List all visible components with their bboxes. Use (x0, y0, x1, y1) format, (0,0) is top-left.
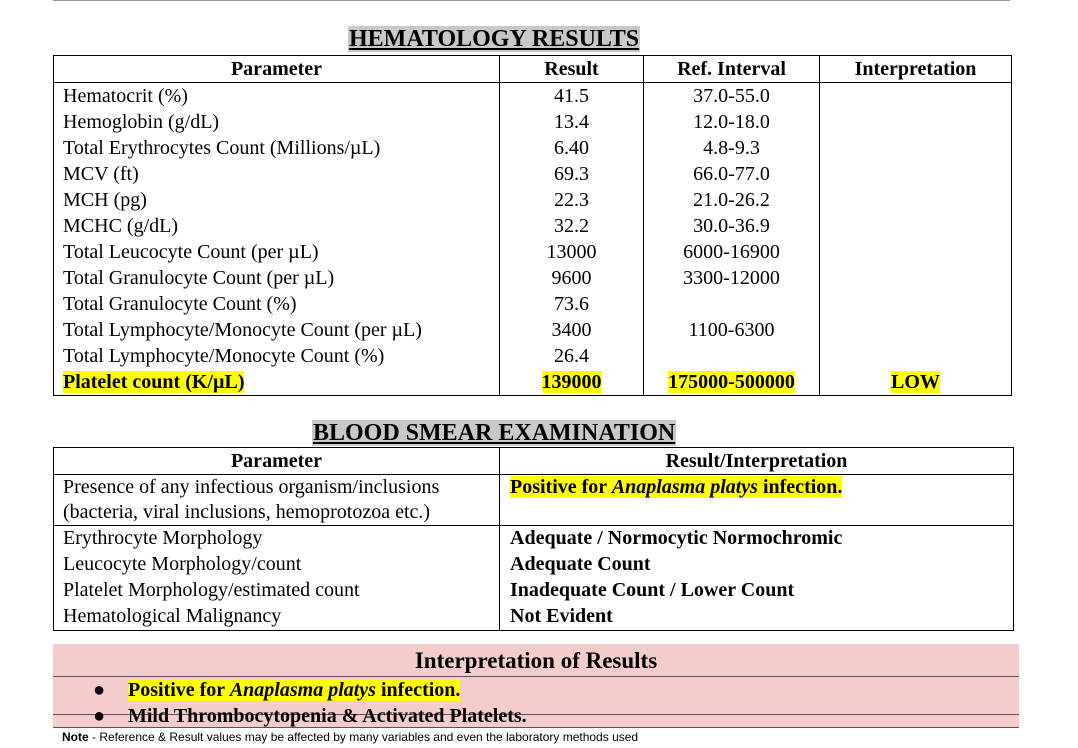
result-cell: Inadequate Count / Lower Count (500, 578, 1014, 604)
interpretation-cell (820, 343, 1012, 369)
divider (53, 676, 1019, 677)
interpretation-title: Interpretation of Results (414, 648, 658, 673)
result-cell: Adequate / Normocytic Normochromic (500, 526, 1014, 553)
interpretation-cell (820, 239, 1012, 265)
result-prefix: Positive for (510, 476, 612, 498)
note-text: - Reference & Result values may be affected by many variables and even the laboratory methods used (88, 730, 639, 744)
parameter-cell: Leucocyte Morphology/count (54, 552, 500, 578)
hematology-table (53, 55, 1012, 396)
highlighted-value: LOW (891, 370, 940, 393)
table-row (54, 213, 1012, 239)
result-cell: 73.6 (500, 291, 644, 317)
table-row (54, 343, 1012, 369)
parameter-cell: MCH (pg) (54, 187, 500, 213)
result-cell: 69.3 (500, 161, 644, 187)
result-suffix: infection. (757, 476, 843, 498)
table-row (54, 161, 1012, 187)
bullet-text (128, 679, 460, 701)
result-cell: 26.4 (500, 343, 644, 369)
ref-interval-cell: 37.0-55.0 (644, 83, 820, 110)
parameter-cell: Total Erythrocytes Count (Millions/µL) (54, 135, 500, 161)
bullet-icon: ● (93, 679, 106, 701)
interpretation-cell (820, 187, 1012, 213)
param-line: Presence of any infectious organism/inclusions (63, 476, 440, 498)
table-row (54, 526, 1014, 553)
top-rule (53, 0, 1010, 1)
col-header-result-interpretation: Result/Interpretation (500, 448, 1014, 475)
table-row (54, 109, 1012, 135)
highlighted-value: Platelet count (K/µL) (63, 370, 245, 393)
smear-title: BLOOD SMEAR EXAMINATION (313, 420, 676, 446)
highlighted-value: 139000 (541, 370, 602, 393)
infectious-result (510, 476, 842, 498)
parameter-cell: Total Lymphocyte/Monocyte Count (%) (54, 343, 500, 369)
table-row (54, 604, 1014, 631)
col-header-interpretation: Interpretation (820, 56, 1012, 83)
table-row (54, 135, 1012, 161)
highlighted-value: 175000-500000 (668, 370, 795, 393)
infectious-result-cell (500, 475, 1014, 526)
result-cell (500, 369, 644, 396)
table-header-row (54, 448, 1014, 475)
parameter-cell: Total Granulocyte Count (%) (54, 291, 500, 317)
parameter-cell: Hematological Malignancy (54, 604, 500, 631)
table-row (54, 291, 1012, 317)
organism-name: Anaplasma platys (229, 679, 376, 701)
interpretation-cell (820, 265, 1012, 291)
parameter-cell: Erythrocyte Morphology (54, 526, 500, 553)
interpretation-bullet (93, 678, 460, 702)
ref-interval-cell (644, 291, 820, 317)
divider (53, 727, 1019, 728)
table-row (54, 265, 1012, 291)
bullet-suffix: infection. (375, 679, 461, 701)
ref-interval-cell: 30.0-36.9 (644, 213, 820, 239)
ref-interval-cell: 4.8-9.3 (644, 135, 820, 161)
table-header-row (54, 56, 1012, 83)
result-cell: 32.2 (500, 213, 644, 239)
note-label: Note (62, 730, 89, 744)
result-cell: Adequate Count (500, 552, 1014, 578)
result-cell: Not Evident (500, 604, 1014, 631)
table-row (54, 187, 1012, 213)
ref-interval-cell (644, 343, 820, 369)
interpretation-cell (820, 135, 1012, 161)
ref-interval-cell: 6000-16900 (644, 239, 820, 265)
col-header-parameter: Parameter (54, 448, 500, 475)
table-row (54, 239, 1012, 265)
parameter-cell: Total Lymphocyte/Monocyte Count (per µL) (54, 317, 500, 343)
interpretation-cell (820, 161, 1012, 187)
table-row (54, 552, 1014, 578)
table-row (54, 317, 1012, 343)
table-row (54, 578, 1014, 604)
infectious-param-cell (54, 475, 500, 526)
ref-interval-cell: 21.0-26.2 (644, 187, 820, 213)
ref-interval-cell: 1100-6300 (644, 317, 820, 343)
parameter-cell: Platelet Morphology/estimated count (54, 578, 500, 604)
result-cell: 22.3 (500, 187, 644, 213)
interpretation-box (53, 644, 1019, 728)
footnote (62, 730, 638, 744)
parameter-cell: Hemoglobin (g/dL) (54, 109, 500, 135)
result-cell: 13000 (500, 239, 644, 265)
ref-interval-cell (644, 369, 820, 396)
interpretation-cell (820, 83, 1012, 110)
organism-name: Anaplasma platys (611, 476, 758, 498)
result-cell: 13.4 (500, 109, 644, 135)
smear-table (53, 447, 1014, 631)
interpretation-cell (820, 317, 1012, 343)
ref-interval-cell: 66.0-77.0 (644, 161, 820, 187)
interpretation-cell (820, 213, 1012, 239)
result-cell: 41.5 (500, 83, 644, 110)
interpretation-bullet (93, 704, 527, 728)
interpretation-cell (820, 291, 1012, 317)
col-header-parameter: Parameter (54, 56, 500, 83)
result-cell: 6.40 (500, 135, 644, 161)
result-cell: 9600 (500, 265, 644, 291)
table-row (54, 369, 1012, 396)
bullet-prefix: Positive for (128, 679, 230, 701)
result-cell: 3400 (500, 317, 644, 343)
ref-interval-cell: 12.0-18.0 (644, 109, 820, 135)
bullet-icon: ● (93, 705, 106, 727)
interpretation-cell (820, 369, 1012, 396)
table-row (54, 475, 1014, 526)
parameter-cell: MCV (ft) (54, 161, 500, 187)
parameter-cell: Total Leucocyte Count (per µL) (54, 239, 500, 265)
ref-interval-cell: 3300-12000 (644, 265, 820, 291)
interpretation-cell (820, 109, 1012, 135)
hematology-title: HEMATOLOGY RESULTS (349, 26, 640, 52)
parameter-cell: Hematocrit (%) (54, 83, 500, 110)
param-line: (bacteria, viral inclusions, hemoprotozoa etc.) (63, 501, 431, 523)
col-header-ref-interval: Ref. Interval (644, 56, 820, 83)
parameter-cell (54, 369, 500, 396)
table-row (54, 83, 1012, 110)
parameter-cell: Total Granulocyte Count (per µL) (54, 265, 500, 291)
bullet-text: Mild Thrombocytopenia & Activated Platelets. (128, 705, 527, 727)
col-header-result: Result (500, 56, 644, 83)
parameter-cell: MCHC (g/dL) (54, 213, 500, 239)
